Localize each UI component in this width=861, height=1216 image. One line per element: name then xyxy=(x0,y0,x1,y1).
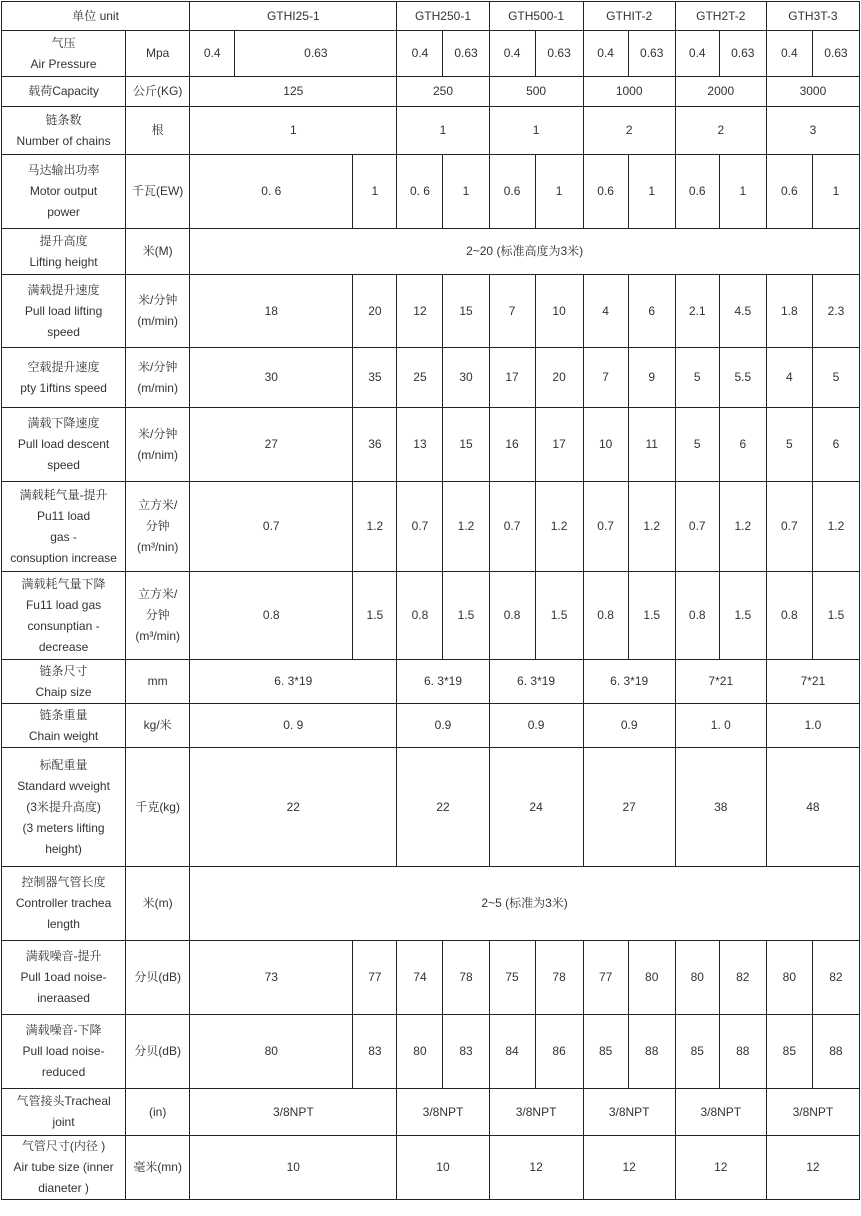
parameter-label-cell: 满载噪音-提升 Pull 1oad noise- ineraased xyxy=(2,941,126,1015)
value-cell: 0.9 xyxy=(397,704,489,748)
value-cell: 0.63 xyxy=(812,31,859,77)
value-cell: 9 xyxy=(628,348,675,408)
unit-cell: 千瓦(EW) xyxy=(126,155,190,229)
value-cell: 73 xyxy=(190,941,353,1015)
value-cell: 0.7 xyxy=(766,482,812,572)
value-cell: 0. 6 xyxy=(190,155,353,229)
value-cell: 0.9 xyxy=(583,704,675,748)
value-cell: 88 xyxy=(719,1015,766,1089)
value-cell: 0.7 xyxy=(397,482,443,572)
parameter-label-cell: 满载提升速度 Pull load lifting speed xyxy=(2,275,126,348)
value-cell: 3/8NPT xyxy=(766,1089,859,1136)
model-header-cell: GTHI25-1 xyxy=(190,2,397,31)
value-cell: 84 xyxy=(489,1015,535,1089)
value-cell: 10 xyxy=(190,1136,397,1200)
value-cell: 7 xyxy=(583,348,628,408)
parameter-label-cell: 满载噪音-下降 Pull load noise- reduced xyxy=(2,1015,126,1089)
value-cell: 5 xyxy=(766,408,812,482)
value-cell: 5 xyxy=(675,408,719,482)
value-cell: 15 xyxy=(443,408,489,482)
table-row xyxy=(2,2,860,31)
unit-cell: 分贝(dB) xyxy=(126,941,190,1015)
value-cell: 7*21 xyxy=(766,660,859,704)
value-cell: 77 xyxy=(583,941,628,1015)
value-cell: 1 xyxy=(719,155,766,229)
value-cell: 0.8 xyxy=(489,572,535,660)
value-cell: 12 xyxy=(766,1136,859,1200)
unit-cell: 米(M) xyxy=(126,229,190,275)
value-cell: 3/8NPT xyxy=(583,1089,675,1136)
value-cell: 0.63 xyxy=(535,31,583,77)
value-cell: 5 xyxy=(812,348,859,408)
value-cell: 0. 6 xyxy=(397,155,443,229)
value-cell: 250 xyxy=(397,77,489,107)
value-cell: 12 xyxy=(583,1136,675,1200)
value-cell: 0.7 xyxy=(489,482,535,572)
value-cell: 0.8 xyxy=(675,572,719,660)
value-cell: 1.5 xyxy=(443,572,489,660)
value-cell: 4 xyxy=(766,348,812,408)
value-cell: 0.9 xyxy=(489,704,583,748)
parameter-label-cell: 控制器气管长度 Controller trachea length xyxy=(2,867,126,941)
value-cell: 0.8 xyxy=(190,572,353,660)
value-cell: 3/8NPT xyxy=(489,1089,583,1136)
table-row xyxy=(2,660,860,704)
value-cell: 0.4 xyxy=(489,31,535,77)
value-cell: 1.8 xyxy=(766,275,812,348)
value-cell: 1.5 xyxy=(535,572,583,660)
value-cell: 80 xyxy=(675,941,719,1015)
unit-cell: 米/分钟 (m/min) xyxy=(126,348,190,408)
spec-table-body xyxy=(2,2,860,1200)
value-cell: 2 xyxy=(583,107,675,155)
value-cell: 20 xyxy=(353,275,397,348)
value-cell: 35 xyxy=(353,348,397,408)
value-cell: 0.4 xyxy=(675,31,719,77)
value-cell: 13 xyxy=(397,408,443,482)
model-header-cell: GTH250-1 xyxy=(397,2,489,31)
parameter-label-cell: 气管接头Tracheal joint xyxy=(2,1089,126,1136)
value-cell: 7 xyxy=(489,275,535,348)
unit-cell: 千克(kg) xyxy=(126,748,190,867)
value-cell: 77 xyxy=(353,941,397,1015)
value-cell: 6 xyxy=(628,275,675,348)
unit-cell: 毫米(mn) xyxy=(126,1136,190,1200)
value-cell: 6. 3*19 xyxy=(489,660,583,704)
value-cell: 2.1 xyxy=(675,275,719,348)
unit-cell: mm xyxy=(126,660,190,704)
value-cell: 1.2 xyxy=(353,482,397,572)
parameter-label-cell: 马达输出功率 Motor output power xyxy=(2,155,126,229)
unit-cell: 公斤(KG) xyxy=(126,77,190,107)
value-cell: 83 xyxy=(353,1015,397,1089)
value-cell: 1.2 xyxy=(535,482,583,572)
table-row xyxy=(2,348,860,408)
value-cell: 4 xyxy=(583,275,628,348)
value-cell: 1.2 xyxy=(628,482,675,572)
table-row xyxy=(2,155,860,229)
value-cell: 0.7 xyxy=(675,482,719,572)
table-row xyxy=(2,704,860,748)
unit-cell: 米/分钟 (m/nim) xyxy=(126,408,190,482)
value-cell: 80 xyxy=(628,941,675,1015)
table-row xyxy=(2,748,860,867)
value-cell: 1 xyxy=(443,155,489,229)
value-cell: 0.63 xyxy=(235,31,397,77)
value-cell: 0. 9 xyxy=(190,704,397,748)
value-cell: 2.3 xyxy=(812,275,859,348)
value-cell: 3/8NPT xyxy=(190,1089,397,1136)
value-cell: 0.4 xyxy=(397,31,443,77)
value-cell: 1 xyxy=(628,155,675,229)
value-cell: 125 xyxy=(190,77,397,107)
value-cell: 18 xyxy=(190,275,353,348)
value-cell: 1.5 xyxy=(628,572,675,660)
value-cell: 0.63 xyxy=(719,31,766,77)
value-cell: 48 xyxy=(766,748,859,867)
value-cell: 0.7 xyxy=(190,482,353,572)
spec-table xyxy=(1,1,860,1200)
table-row xyxy=(2,229,860,275)
value-cell: 6. 3*19 xyxy=(190,660,397,704)
value-cell: 2000 xyxy=(675,77,766,107)
value-cell: 17 xyxy=(489,348,535,408)
value-cell: 1.2 xyxy=(812,482,859,572)
value-cell: 0.4 xyxy=(190,31,235,77)
value-cell: 2~20 (标准高度为3米) xyxy=(190,229,860,275)
value-cell: 38 xyxy=(675,748,766,867)
value-cell: 30 xyxy=(190,348,353,408)
value-cell: 0.4 xyxy=(583,31,628,77)
value-cell: 3/8NPT xyxy=(397,1089,489,1136)
table-row xyxy=(2,31,860,77)
value-cell: 3/8NPT xyxy=(675,1089,766,1136)
value-cell: 6. 3*19 xyxy=(397,660,489,704)
unit-cell: kg/米 xyxy=(126,704,190,748)
value-cell: 27 xyxy=(583,748,675,867)
value-cell: 15 xyxy=(443,275,489,348)
table-row xyxy=(2,1089,860,1136)
value-cell: 5 xyxy=(675,348,719,408)
parameter-label-cell: 载荷Capacity xyxy=(2,77,126,107)
value-cell: 1 xyxy=(535,155,583,229)
value-cell: 0.8 xyxy=(397,572,443,660)
value-cell: 80 xyxy=(190,1015,353,1089)
parameter-label-cell: 链条重量 Chain weight xyxy=(2,704,126,748)
value-cell: 1 xyxy=(353,155,397,229)
value-cell: 7*21 xyxy=(675,660,766,704)
value-cell: 0.63 xyxy=(628,31,675,77)
value-cell: 82 xyxy=(812,941,859,1015)
value-cell: 20 xyxy=(535,348,583,408)
value-cell: 80 xyxy=(397,1015,443,1089)
value-cell: 85 xyxy=(675,1015,719,1089)
value-cell: 78 xyxy=(443,941,489,1015)
table-row xyxy=(2,77,860,107)
parameter-label-cell: 链条尺寸 Chaip size xyxy=(2,660,126,704)
model-header-cell: GTH500-1 xyxy=(489,2,583,31)
value-cell: 36 xyxy=(353,408,397,482)
model-header-cell: GTHIT-2 xyxy=(583,2,675,31)
value-cell: 24 xyxy=(489,748,583,867)
table-row xyxy=(2,482,860,572)
value-cell: 75 xyxy=(489,941,535,1015)
value-cell: 1.5 xyxy=(353,572,397,660)
table-row xyxy=(2,941,860,1015)
table-row xyxy=(2,408,860,482)
parameter-label-cell: 标配重量 Standard wveight (3米提升高度) (3 meters lifting height) xyxy=(2,748,126,867)
value-cell: 86 xyxy=(535,1015,583,1089)
model-header-cell: GTH2T-2 xyxy=(675,2,766,31)
header-label-cell: 单位 unit xyxy=(2,2,190,31)
value-cell: 0.6 xyxy=(766,155,812,229)
value-cell: 0.6 xyxy=(489,155,535,229)
table-row xyxy=(2,107,860,155)
parameter-label-cell: 满载下降速度 Pull load descent speed xyxy=(2,408,126,482)
value-cell: 85 xyxy=(766,1015,812,1089)
parameter-label-cell: 气压 Air Pressure xyxy=(2,31,126,77)
unit-cell: 立方米/ 分钟 (m³/nin) xyxy=(126,482,190,572)
value-cell: 1 xyxy=(397,107,489,155)
value-cell: 10 xyxy=(397,1136,489,1200)
value-cell: 1.2 xyxy=(443,482,489,572)
value-cell: 83 xyxy=(443,1015,489,1089)
value-cell: 74 xyxy=(397,941,443,1015)
value-cell: 85 xyxy=(583,1015,628,1089)
unit-cell: 立方米/ 分钟 (m³/min) xyxy=(126,572,190,660)
unit-cell: 分贝(dB) xyxy=(126,1015,190,1089)
unit-cell: 米/分钟 (m/min) xyxy=(126,275,190,348)
value-cell: 10 xyxy=(535,275,583,348)
unit-cell: Mpa xyxy=(126,31,190,77)
parameter-label-cell: 满载耗气量-提升 Pu11 load gas - consuption increase xyxy=(2,482,126,572)
value-cell: 1 xyxy=(190,107,397,155)
value-cell: 0.63 xyxy=(443,31,489,77)
value-cell: 1.5 xyxy=(812,572,859,660)
value-cell: 11 xyxy=(628,408,675,482)
value-cell: 30 xyxy=(443,348,489,408)
parameter-label-cell: 提升高度 Lifting height xyxy=(2,229,126,275)
value-cell: 80 xyxy=(766,941,812,1015)
value-cell: 3000 xyxy=(766,77,859,107)
value-cell: 0.4 xyxy=(766,31,812,77)
value-cell: 82 xyxy=(719,941,766,1015)
unit-cell: (in) xyxy=(126,1089,190,1136)
model-header-cell: GTH3T-3 xyxy=(766,2,859,31)
value-cell: 27 xyxy=(190,408,353,482)
value-cell: 22 xyxy=(397,748,489,867)
table-row xyxy=(2,275,860,348)
value-cell: 1. 0 xyxy=(675,704,766,748)
value-cell: 1.0 xyxy=(766,704,859,748)
value-cell: 6. 3*19 xyxy=(583,660,675,704)
value-cell: 0.7 xyxy=(583,482,628,572)
value-cell: 0.6 xyxy=(675,155,719,229)
table-row xyxy=(2,1136,860,1200)
value-cell: 3 xyxy=(766,107,859,155)
parameter-label-cell: 空载提升速度 pty 1iftins speed xyxy=(2,348,126,408)
value-cell: 4.5 xyxy=(719,275,766,348)
value-cell: 88 xyxy=(628,1015,675,1089)
table-row xyxy=(2,1015,860,1089)
value-cell: 0.6 xyxy=(583,155,628,229)
value-cell: 88 xyxy=(812,1015,859,1089)
value-cell: 500 xyxy=(489,77,583,107)
parameter-label-cell: 气管尺寸(内径 ) Air tube size (inner dianeter ) xyxy=(2,1136,126,1200)
value-cell: 1 xyxy=(812,155,859,229)
value-cell: 12 xyxy=(675,1136,766,1200)
value-cell: 0.8 xyxy=(583,572,628,660)
value-cell: 1.2 xyxy=(719,482,766,572)
value-cell: 6 xyxy=(719,408,766,482)
value-cell: 1000 xyxy=(583,77,675,107)
value-cell: 10 xyxy=(583,408,628,482)
value-cell: 12 xyxy=(397,275,443,348)
unit-cell: 米(m) xyxy=(126,867,190,941)
value-cell: 0.8 xyxy=(766,572,812,660)
value-cell: 22 xyxy=(190,748,397,867)
table-row xyxy=(2,867,860,941)
value-cell: 12 xyxy=(489,1136,583,1200)
value-cell: 1.5 xyxy=(719,572,766,660)
value-cell: 25 xyxy=(397,348,443,408)
parameter-label-cell: 满载耗气量下降 Fu11 load gas consunptian - decrease xyxy=(2,572,126,660)
parameter-label-cell: 链条数 Number of chains xyxy=(2,107,126,155)
value-cell: 78 xyxy=(535,941,583,1015)
value-cell: 5.5 xyxy=(719,348,766,408)
table-row xyxy=(2,572,860,660)
value-cell: 2~5 (标准为3米) xyxy=(190,867,860,941)
value-cell: 1 xyxy=(489,107,583,155)
value-cell: 2 xyxy=(675,107,766,155)
unit-cell: 根 xyxy=(126,107,190,155)
value-cell: 16 xyxy=(489,408,535,482)
value-cell: 17 xyxy=(535,408,583,482)
value-cell: 6 xyxy=(812,408,859,482)
